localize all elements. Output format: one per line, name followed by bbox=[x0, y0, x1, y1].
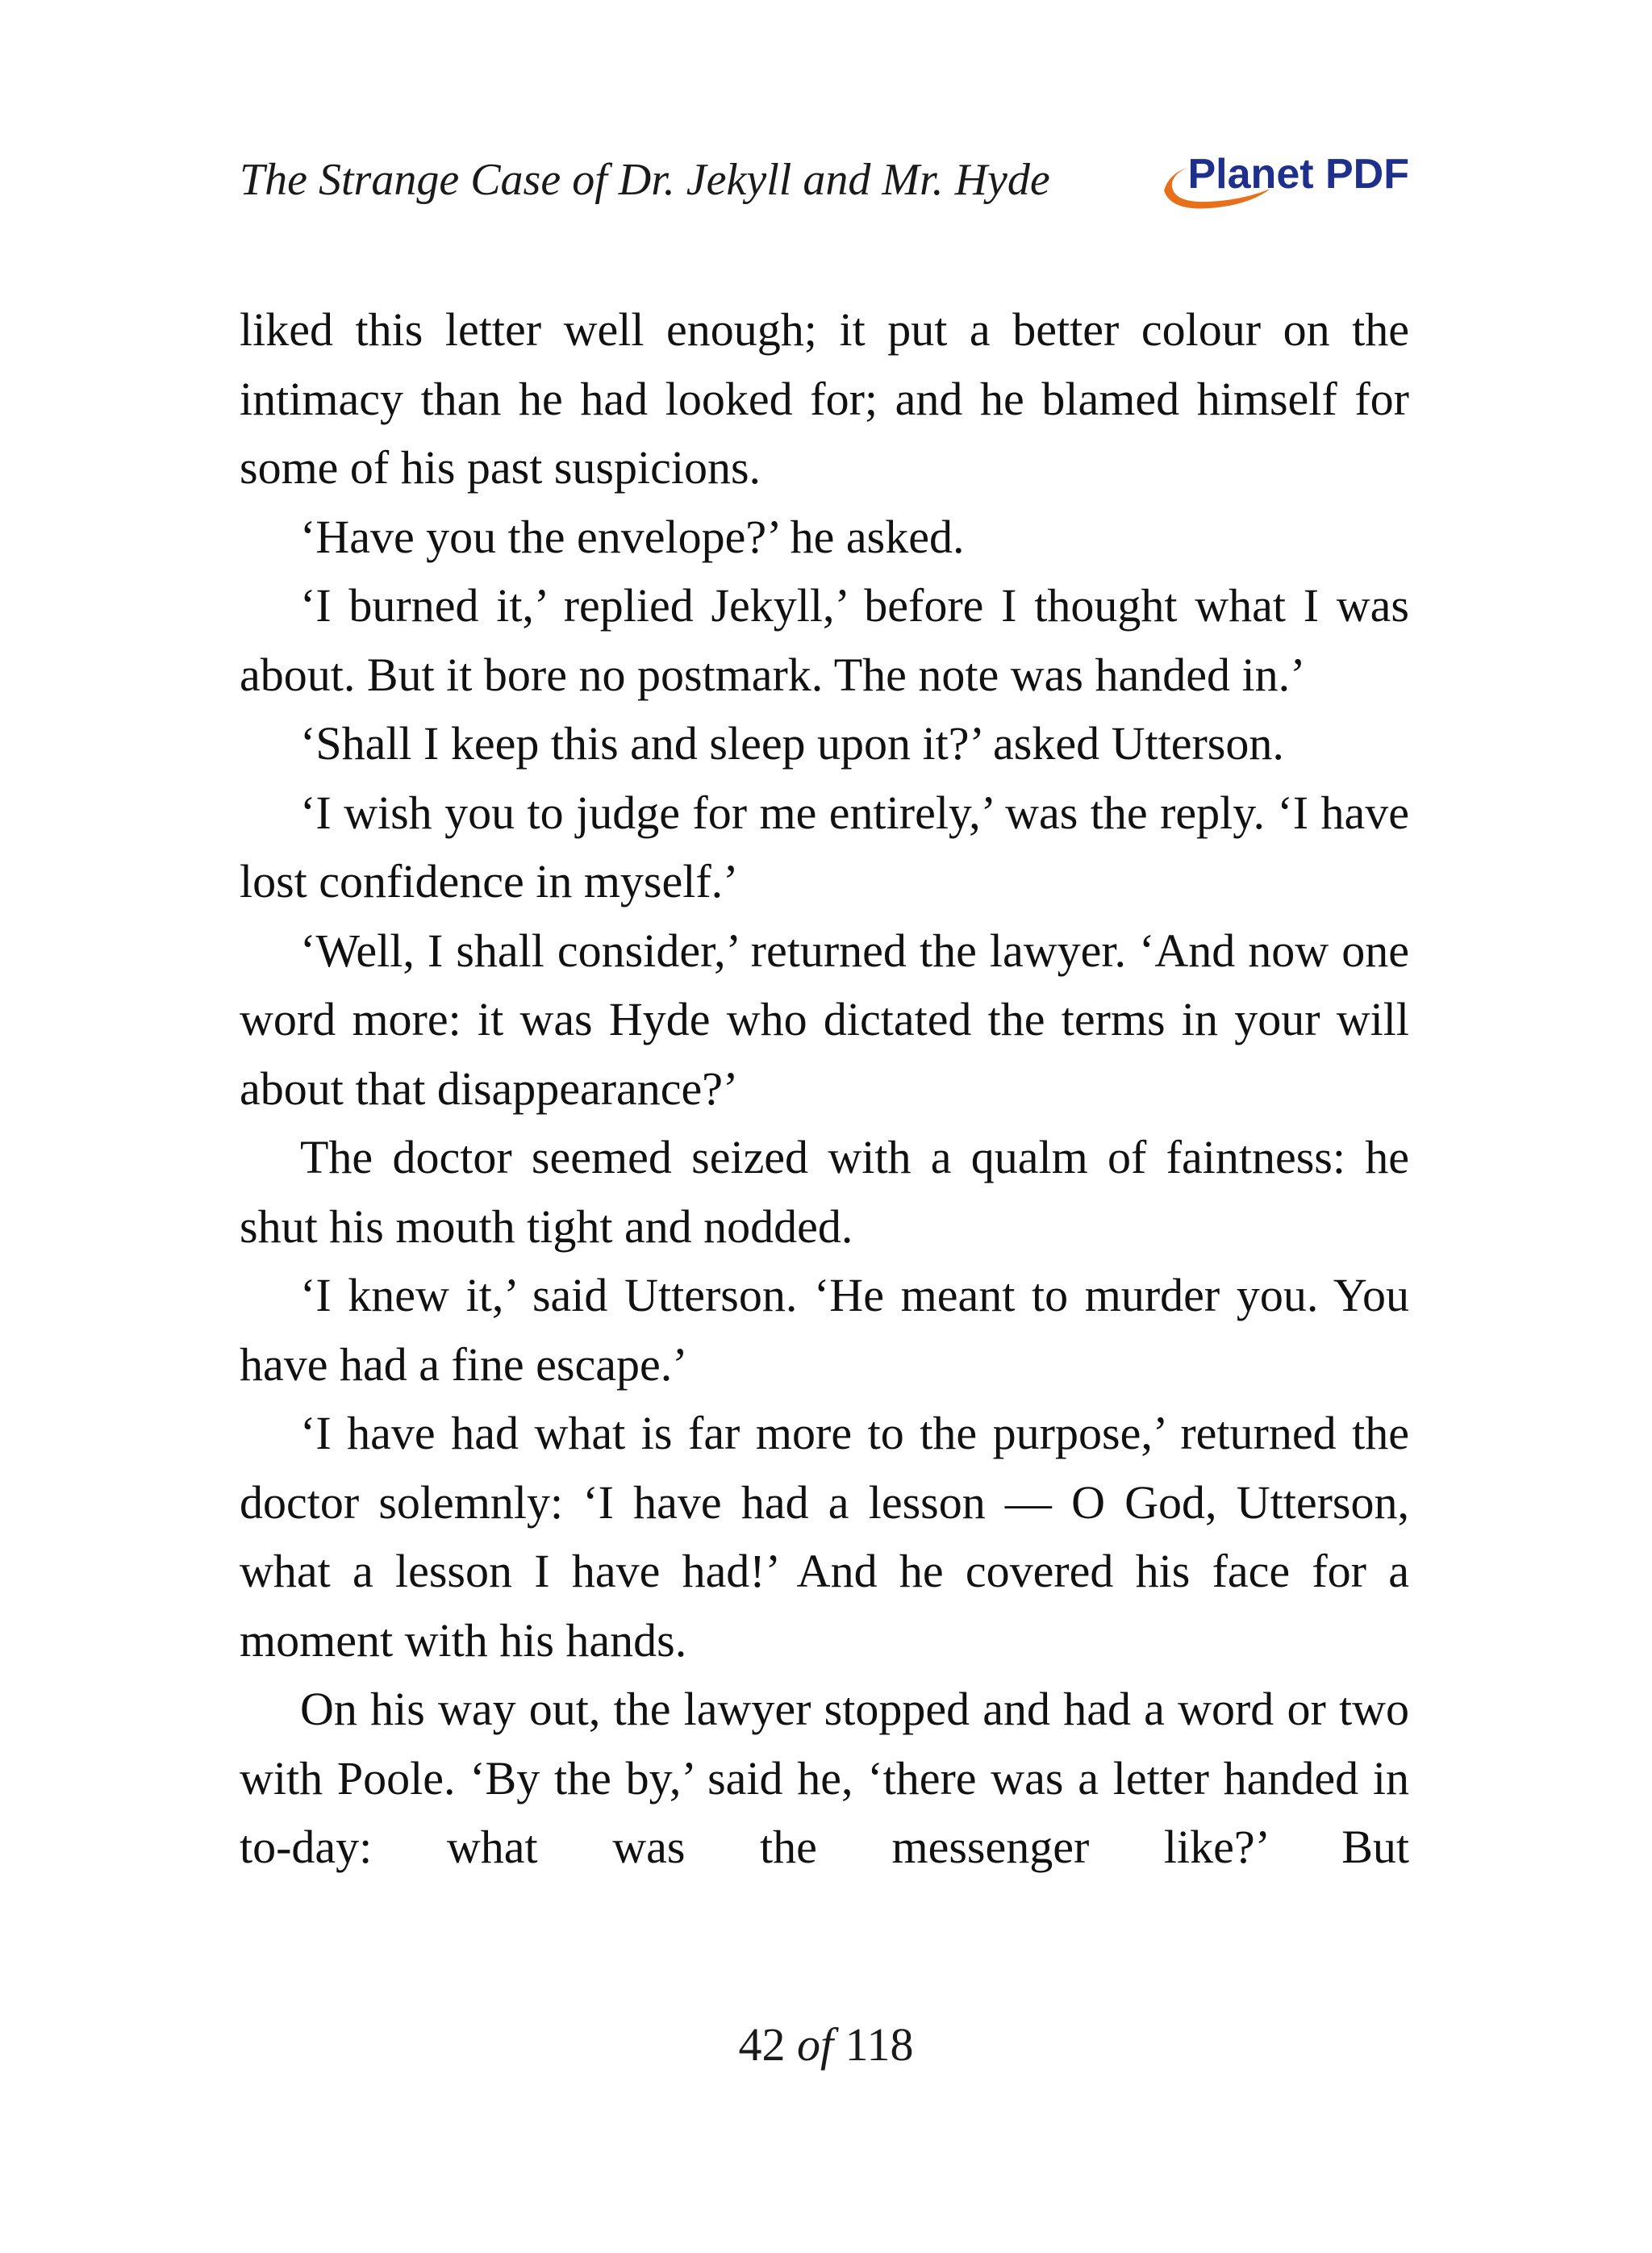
paragraph: ‘I have had what is far more to the purpose,’ returned the doctor solemnly: ‘I have had a lesson — O God, Utterson, what a lesson I have had!’ And he covered his face for a moment with his hands. bbox=[240, 1407, 1409, 1667]
page-body bbox=[240, 295, 1409, 1882]
logo-text: Planet PDF bbox=[1187, 151, 1409, 198]
paragraph: ‘I burned it,’ replied Jekyll,’ before I thought what I was about. But it bore no postmark. The note was handed in.’ bbox=[240, 579, 1409, 701]
page-footer bbox=[0, 2017, 1652, 2073]
paragraph: ‘Shall I keep this and sleep upon it?’ asked Utterson. bbox=[300, 717, 1284, 770]
paragraph: ‘I knew it,’ said Utterson. ‘He meant to murder you. You have had a fine escape.’ bbox=[240, 1269, 1409, 1391]
page-header bbox=[240, 144, 1409, 216]
page-of-word: of bbox=[797, 2018, 834, 2071]
total-pages: 118 bbox=[845, 2018, 914, 2071]
book-title: The Strange Case of Dr. Jekyll and Mr. Hyde bbox=[240, 155, 1050, 205]
paragraph: ‘Well, I shall consider,’ returned the lawyer. ‘And now one word more: it was Hyde who dictated the terms in your will about that disappearance?’ bbox=[240, 924, 1409, 1115]
paragraph: ‘I wish you to judge for me entirely,’ was the reply. ‘I have lost confidence in myself.’ bbox=[240, 786, 1409, 907]
page-number: 42 bbox=[738, 2018, 786, 2071]
planet-pdf-logo bbox=[1151, 144, 1409, 216]
paragraph: ‘Have you the envelope?’ he asked. bbox=[300, 510, 965, 563]
paragraph: On his way out, the lawyer stopped and had a word or two with Poole. ‘By the by,’ said he, ‘there was a letter handed in to-day: what was the messenger like?’ But bbox=[240, 1683, 1409, 1873]
paragraph: liked this letter well enough; it put a better colour on the intimacy than he had looked for; and he blamed himself for some of his past suspicions. bbox=[240, 303, 1409, 494]
paragraph: The doctor seemed seized with a qualm of faintness: he shut his mouth tight and nodded. bbox=[240, 1131, 1409, 1253]
